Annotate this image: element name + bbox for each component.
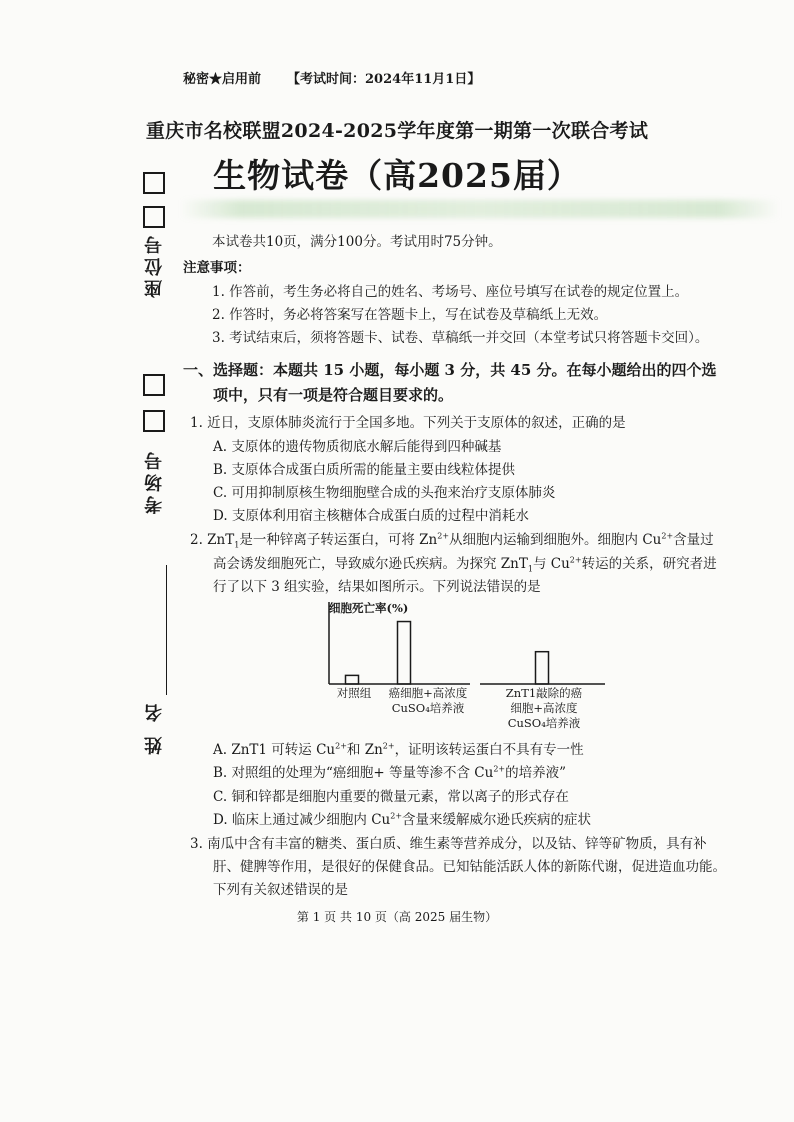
chart-bar-3 (536, 652, 549, 684)
room-box-1 (143, 374, 165, 396)
room-number-label: 考场号 (144, 448, 165, 514)
chart-category-label-1: 对照组 (336, 686, 372, 700)
q1-stem: 1. 近日，支原体肺炎流行于全国多地。下列关于支原体的叙述，正确的是 (190, 415, 626, 431)
notice-item-3: 3. 考试结束后，须将答题卡、试卷、草稿纸一并交回（本堂考试只将答题卡交回）。 (212, 330, 709, 346)
chart-bar-1 (346, 675, 359, 684)
q1-option-d: D. 支原体利用宿主核糖体合成蛋白质的过程中消耗水 (213, 508, 529, 524)
name-label: 姓 名 (144, 700, 165, 755)
intro-text: 本试卷共10页，满分100分。考试用时75分钟。 (212, 234, 502, 250)
q1-option-a: A. 支原体的遗传物质彻底水解后能得到四种碱基 (213, 439, 502, 455)
paper-title: 生物试卷（高2025届） (213, 156, 581, 195)
exam-time: 【考试时间：2024年11月1日】 (287, 72, 481, 87)
seat-box-1 (143, 172, 165, 194)
bleed-through-strip (180, 200, 780, 218)
chart-ylabel: 细胞死亡率(%) (329, 601, 409, 615)
q2-option-b: B. 对照组的处理为“癌细胞+ 等量等渗不含 $Cu^{2+}$的培养液” (213, 764, 567, 781)
q1-option-b: B. 支原体合成蛋白质所需的能量主要由线粒体提供 (213, 462, 516, 478)
notice-item-1: 1. 作答前，考生务必将自己的姓名、考场号、座位号填写在试卷的规定位置上。 (212, 284, 689, 300)
secret-label: 秘密★启用前 (183, 72, 262, 87)
q2-stem-line-1: 2. ZnT$_1$是一种锌离子转运蛋白，可将 $Zn^{2+}$从细胞内运输到细胞外。细胞内 $Cu^{2+}$含量过 (190, 531, 714, 550)
q1-option-c: C. 可用抑制原核生物细胞壁合成的头孢来治疗支原体肺炎 (213, 485, 556, 501)
seat-number-label: 座位号 (144, 232, 165, 298)
chart-category-label-3: ZnT1敲除的癌 细胞+高浓度 CuSO₄培养液 (505, 686, 583, 730)
q2-option-d: D. 临床上通过减少细胞内 $Cu^{2+}$含量来缓解威尔逊氏疾病的症状 (213, 811, 592, 828)
q3-stem-line-1: 3. 南瓜中含有丰富的糖类、蛋白质、维生素等营养成分，以及钴、锌等矿物质，具有补 (190, 836, 707, 852)
name-underline (166, 565, 167, 695)
chart-bar-2 (398, 622, 411, 684)
page-footer: 第 1 页 共 10 页（高 2025 届生物） (296, 910, 498, 924)
q3-stem-line-2: 肝、健脾等作用，是很好的保健食品。已知钴能活跃人体的新陈代谢，促进造血功能。 (213, 859, 726, 875)
room-box-2 (143, 410, 165, 432)
section-heading-line-2: 项中，只有一项是符合题目要求的。 (213, 386, 454, 404)
header-line (183, 68, 480, 87)
notice-heading: 注意事项： (183, 260, 251, 276)
q3-stem-line-3: 下列有关叙述错误的是 (213, 882, 348, 898)
chart-category-label-2: 癌细胞+高浓度 CuSO₄培养液 (388, 686, 468, 715)
q2-option-c: C. 铜和锌都是细胞内重要的微量元素，常以离子的形式存在 (213, 789, 569, 805)
seat-box-2 (143, 206, 165, 228)
exam-title: 重庆市名校联盟2024-2025学年度第一期第一次联合考试 (145, 120, 649, 142)
section-heading-line-1: 一、选择题：本题共 15 小题，每小题 3 分，共 45 分。在每小题给出的四个选 (183, 361, 717, 379)
q2-stem-line-3: 行了以下 3 组实验，结果如图所示。下列说法错误的是 (213, 579, 541, 595)
q2-option-a: A. ZnT1 可转运 $Cu^{2+}$和 $Zn^{2+}$，证明该转运蛋白不具有专一性 (213, 741, 584, 758)
notice-item-2: 2. 作答时，务必将答案写在答题卡上，写在试卷及草稿纸上无效。 (212, 307, 608, 323)
q2-stem-line-2: 高会诱发细胞死亡，导致威尔逊氏疾病。为探究 ZnT$_1$与 $Cu^{2+}$转运的关系，研究者进 (213, 555, 717, 574)
